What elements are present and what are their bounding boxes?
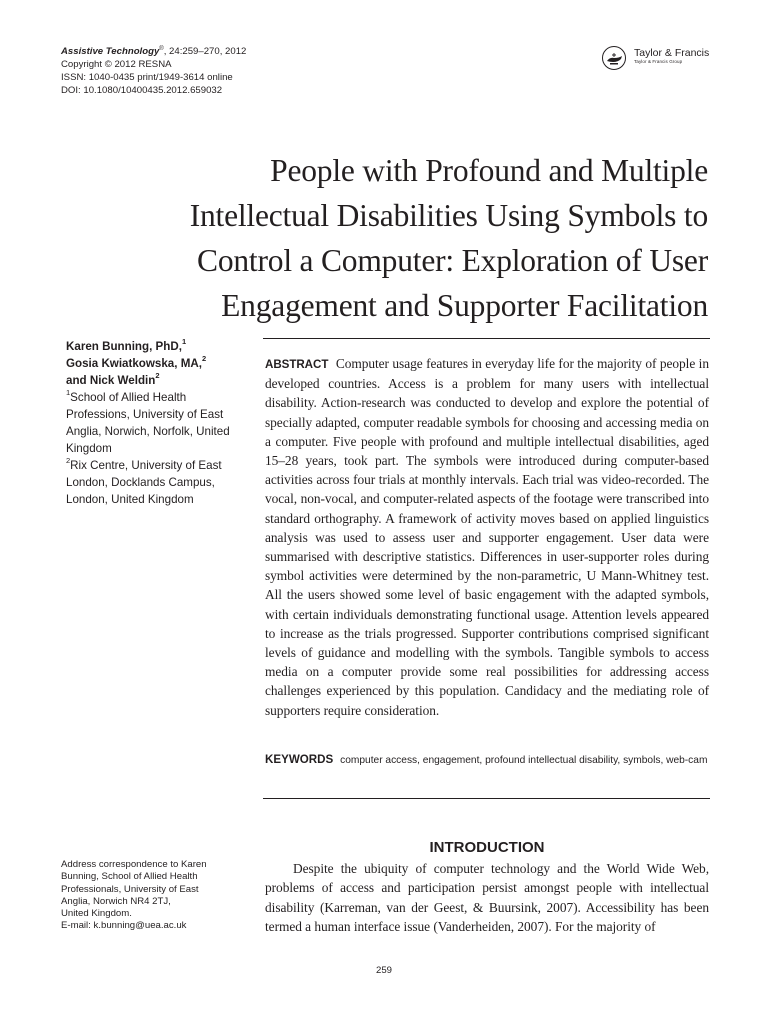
correspondence-line: Address correspondence to Karen: [61, 859, 207, 870]
correspondence-email: E-mail: k.bunning@uea.ac.uk: [61, 920, 187, 932]
publisher-name: Taylor & Francis: [634, 47, 710, 59]
abstract-text: Computer usage features in everyday life for the majority of people in developed countries. Access is a problem for many users with intellectual disability. Action-research was conducted to develop and explore the potential of specially adapted, computer readable symbols for choosing and accessing media on a computer. Five people with profound and multiple intellectual disabilities, aged 15–28 years, took part. The symbols were introduced during computer-based activities across four trials at monthly intervals. Each trial was video-recorded. The vocal, non-vocal, and computer-related aspects of the footage were transcribed into standard orthography. A framework of activity moves based on applied linguistics analysis was used to assess user and supporter engagement. User data were summarised with descriptive statistics. Differences in user-supporter roles during symbol activities were determined by the non-parametric, U Mann-Whitney test. All the users showed some level of basic engagement with the adapted symbols, with certain individuals demonstrating functional usage. Attention levels appeared to increase as the trials progressed. Supporter contributions comprised significant levels of guidance and modelling with the symbols. Tangible symbols to access media on a computer provide some real possibilities for addressing access challenges experienced by this population. Candidacy and the mediating role of supporters require consideration.: [265, 356, 709, 718]
introduction-text: Despite the ubiquity of computer technology and the World Wide Web, problems of access and participation persist amongst people with intellectual disability (Karreman, van der Geest, & Buursink, 2007). Accessibility has been termed a human interface issue (Vanderheiden, 2007). For the majority of: [265, 861, 709, 935]
keywords-label: KEYWORDS: [265, 753, 334, 766]
publisher-logo: [601, 46, 716, 72]
title-line-4: Engagement and Supporter Facilitation: [221, 288, 708, 323]
article-title: [60, 148, 708, 328]
correspondence-line: Bunning, School of Allied Health: [61, 871, 198, 883]
abstract-top-rule: [263, 338, 710, 339]
correspondence-line: Anglia, Norwich NR4 2TJ,: [61, 895, 171, 907]
keywords: [265, 753, 709, 769]
author-block: [66, 338, 246, 508]
author-3: and Nick Weldin$^2$: [66, 371, 160, 387]
affiliation-1: $^1$School of Allied Health Professions, University of East Anglia, Norwich, Norfolk, United Kingdom: [66, 388, 230, 455]
citation-line: [61, 43, 246, 59]
correspondence-line: United Kingdom.: [61, 908, 132, 920]
journal-name: Assistive Technology: [61, 46, 160, 58]
correspondence-line: Professionals, University of East: [61, 883, 199, 895]
abstract-label: ABSTRACT: [265, 358, 329, 371]
abstract: [265, 354, 709, 720]
publisher-lamp-icon: [601, 46, 629, 72]
title-line-2: Intellectual Disabilities Using Symbols to: [189, 198, 708, 233]
publisher-group: Taylor & Francis Group: [634, 59, 683, 64]
title-line-3: Control a Computer: Exploration of User: [197, 243, 708, 278]
journal-meta: [61, 43, 246, 97]
title-line-1: People with Profound and Multiple: [270, 153, 708, 188]
copyright: Copyright © 2012 RESNA: [61, 58, 172, 70]
author-2: Gosia Kwiatkowska, MA,$^2$: [66, 354, 207, 370]
issn: ISSN: 1040-0435 print/1949-3614 online: [61, 71, 233, 83]
author-1: Karen Bunning, PhD,$^1$: [66, 337, 187, 353]
correspondence-note: [61, 859, 246, 933]
abstract-bottom-rule: [263, 798, 710, 799]
citation: , 24:259–270, 2012: [163, 46, 247, 58]
registered-mark: ®: [159, 46, 164, 52]
introduction-heading: INTRODUCTION: [429, 839, 545, 856]
doi: DOI: 10.1080/10400435.2012.659032: [61, 84, 223, 96]
keywords-text: computer access, engagement, profound intellectual disability, symbols, web-cam: [340, 755, 708, 766]
affiliation-2: $^2$Rix Centre, University of East London, Docklands Campus, London, United Kingdom: [66, 456, 222, 506]
page-number: 259: [375, 965, 392, 976]
